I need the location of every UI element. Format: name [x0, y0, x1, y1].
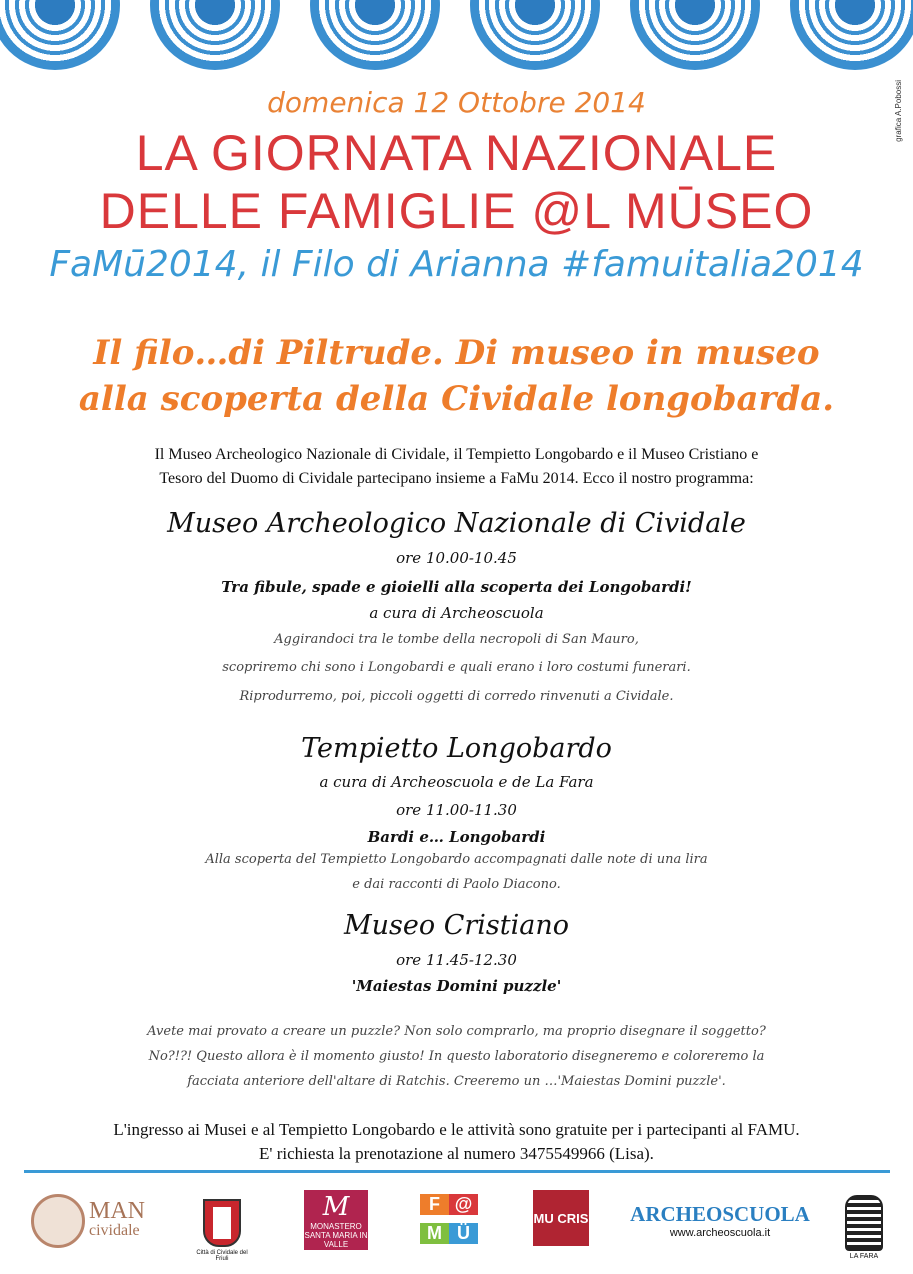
- intro-line-1: Il Museo Archeologico Nazionale di Cividale, il Tempietto Longobardo e il Museo Cristiano e: [154, 446, 759, 463]
- archeoscuola-url: www.archeoscuola.it: [669, 1226, 771, 1239]
- graphic-credit: grafica A.Pobossi: [894, 80, 903, 142]
- venue-man-title: Museo Archeologico Nazionale di Cividale: [167, 508, 746, 539]
- headline: [0, 330, 913, 422]
- archeoscuola-name: ARCHEOSCUOLA: [630, 1201, 810, 1226]
- man-desc-2: scopriremo chi sono i Longobardi e quali erano i loro costumi funerari.: [222, 660, 691, 675]
- monastero-label: MONASTERO SANTA MARIA IN VALLE: [304, 1221, 368, 1249]
- footer-info: [0, 1118, 913, 1166]
- man-logo-subtext: cividale: [88, 1222, 140, 1239]
- famu-hashtag-line: FaMū2014, il Filo di Arianna #famuitalia2014: [49, 244, 864, 285]
- tempietto-desc-1: Alla scoperta del Tempietto Longobardo accompagnati dalle note di una lira: [205, 852, 708, 867]
- man-emblem-icon: [31, 1194, 85, 1248]
- headline-line-1: Il filo…di Piltrude. Di museo in museo: [93, 333, 820, 373]
- man-logo-text: MAN: [88, 1198, 145, 1224]
- city-crest-label: Città di Cividale del Friuli: [196, 1249, 248, 1262]
- man-cividale-logo: [28, 1190, 148, 1252]
- intro-line-2: Tesoro del Duomo di Cividale partecipano insieme a FaMu 2014. Ecco il nostro programma:: [159, 470, 754, 487]
- man-desc-3: Riprodurremo, poi, piccoli oggetti di corredo rinvenuti a Cividale.: [239, 689, 674, 704]
- mucris-logo: MU CRIS: [533, 1190, 589, 1246]
- city-shield-icon: [203, 1199, 241, 1247]
- famu-logo-m: M: [420, 1223, 449, 1244]
- intro: [0, 443, 913, 491]
- tempietto-desc-2: e dai racconti di Paolo Diacono.: [352, 877, 561, 892]
- footer-divider: [24, 1170, 890, 1173]
- footer-line-2: E' richiesta la prenotazione al numero 3475549966 (Lisa).: [259, 1144, 654, 1163]
- footer-line-1: L'ingresso ai Musei e al Tempietto Longobardo e le attività sono gratuite per i partecipanti al FAMU.: [113, 1120, 800, 1139]
- famu-logo-f: F: [420, 1194, 449, 1215]
- monastero-logo: [304, 1190, 368, 1250]
- cristiano-activity: 'Maiestas Domini puzzle': [351, 977, 562, 995]
- archeoscuola-logo: [630, 1190, 810, 1250]
- cristiano-time: ore 11.45-12.30: [396, 951, 517, 969]
- headline-line-2: alla scoperta della Cividale longobarda.: [78, 379, 835, 419]
- venue-cristiano-title: Museo Cristiano: [344, 910, 569, 941]
- man-activity: Tra fibule, spade e gioielli alla scoperta dei Longobardi!: [221, 578, 692, 596]
- tempietto-curated: a cura di Archeoscuola e de La Fara: [319, 773, 594, 791]
- title-line-1: LA GIORNATA NAZIONALE: [135, 125, 778, 181]
- cristiano-desc-1: Avete mai provato a creare un puzzle? Non solo comprarlo, ma proprio disegnare il soggetto?: [147, 1024, 766, 1039]
- tempietto-time: ore 11.00-11.30: [396, 801, 517, 819]
- man-curated: a cura di Archeoscuola: [369, 604, 544, 622]
- venue-tempietto-title: Tempietto Longobardo: [301, 733, 612, 764]
- cristiano-desc-3: facciata anteriore dell'altare di Ratchis. Creeremo un …'Maiestas Domini puzzle'.: [187, 1074, 726, 1089]
- man-time: ore 10.00-10.45: [396, 549, 517, 567]
- la-fara-label: LA FARA: [849, 1253, 879, 1260]
- man-desc-1: Aggirandoci tra le tombe della necropoli di San Mauro,: [274, 632, 639, 647]
- famu-logo: [420, 1190, 478, 1248]
- event-date: domenica 12 Ottobre 2014: [267, 86, 646, 119]
- cristiano-desc-2: No?!?! Questo allora è il momento giusto! In questo laboratorio disegneremo e coloreremo la: [148, 1049, 765, 1064]
- cividale-city-crest: [192, 1190, 252, 1270]
- famu-logo-at: @: [449, 1194, 478, 1215]
- la-fara-logo: [834, 1190, 894, 1265]
- famu-logo-u: Ü: [449, 1223, 478, 1244]
- tempietto-activity: Bardi e… Longobardi: [367, 828, 546, 846]
- title-line-2: DELLE FAMIGLIE @L MŪSEO: [99, 183, 814, 239]
- mask-icon: [845, 1195, 883, 1251]
- monastero-m-icon: M: [322, 1191, 350, 1222]
- yarn-header-decoration: [0, 0, 913, 75]
